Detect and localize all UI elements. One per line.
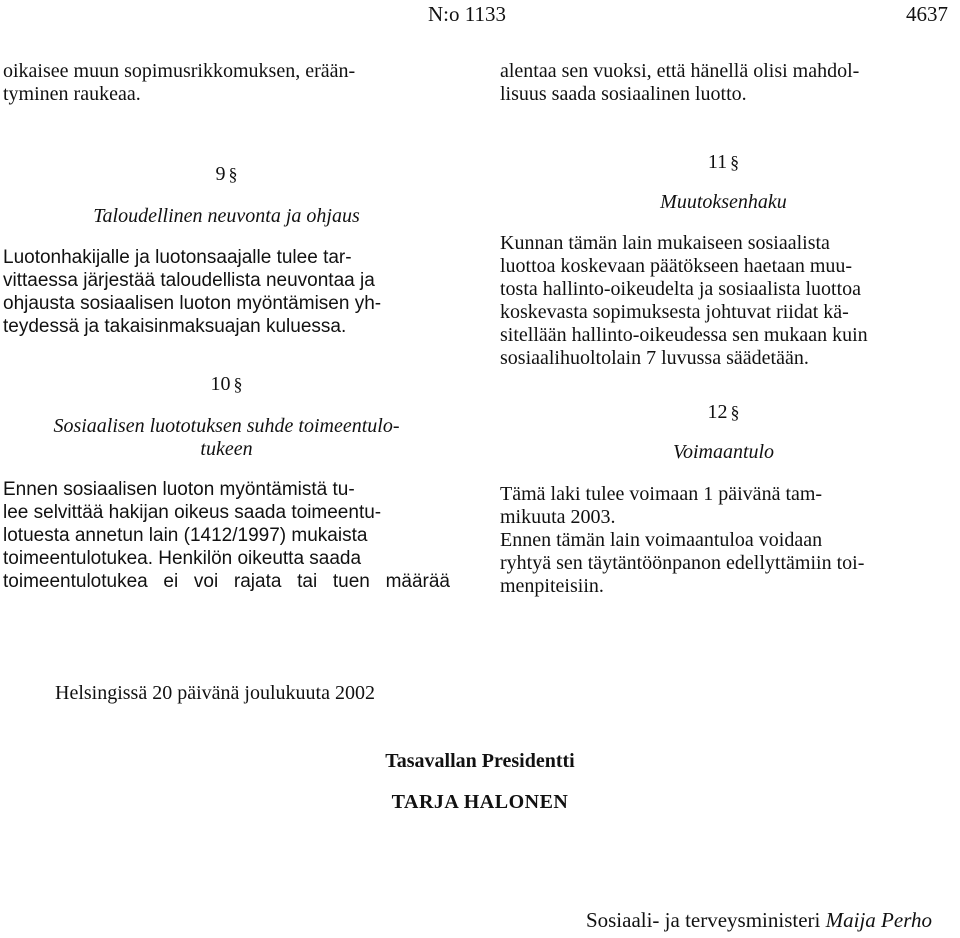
text-line: koskevasta sopimuksesta johtuvat riidat kä- xyxy=(500,301,849,323)
section-symbol: § xyxy=(233,374,243,394)
section-9-paragraph xyxy=(3,246,450,338)
text-line: luottoa koskevaan päätökseen haetaan muu- xyxy=(500,255,853,277)
section-number: 10 xyxy=(210,373,231,395)
text-line: lee selvittää hakijan oikeus saada toimeentu- xyxy=(3,502,382,523)
right-column xyxy=(500,60,947,598)
text-line: toimeentulotukea. Henkilön oikeutta saada xyxy=(3,548,362,569)
president-name: TARJA HALONEN xyxy=(391,791,569,813)
section-12-number xyxy=(500,401,947,424)
section-11-paragraph xyxy=(500,232,947,370)
section-11-heading: Muutoksenhaku xyxy=(660,191,787,213)
text-line: sitellään hallinto-oikeudessa sen mukaan kuin xyxy=(500,324,868,346)
section-10-heading xyxy=(3,415,450,461)
text-line: Luotonhakijalle ja luotonsaajalle tulee tar- xyxy=(3,247,352,268)
section-11-number xyxy=(500,151,947,174)
text-line: ryhtyä sen täytäntöönpanon edellyttämiin toi- xyxy=(500,552,865,574)
text-line: menpiteisiin. xyxy=(500,575,604,597)
text-line: mikuuta 2003. xyxy=(500,506,616,528)
signing-date: Helsingissä 20 päivänä joulukuuta 2002 xyxy=(55,682,375,704)
act-number: N:o 1133 xyxy=(428,2,506,26)
section-12-paragraph-2 xyxy=(500,529,947,598)
text-line: Tämä laki tulee voimaan 1 päivänä tam- xyxy=(500,483,823,505)
text-line: lisuus saada sosiaalinen luotto. xyxy=(500,83,747,105)
section-number: 12 xyxy=(707,401,728,423)
text-line: teydessä ja takaisinmaksuajan kuluessa. xyxy=(3,316,347,337)
text-line: alentaa sen vuoksi, että hänellä olisi mahdol- xyxy=(500,60,860,82)
section-number: 9 xyxy=(215,163,226,185)
left-column xyxy=(3,60,450,593)
section-12-heading: Voimaantulo xyxy=(672,441,775,463)
section-9-number xyxy=(3,163,450,186)
section-symbol: § xyxy=(228,164,238,184)
section-symbol: § xyxy=(730,402,740,422)
minister-name: Maija Perho xyxy=(825,908,932,932)
text-line: sosiaalihuoltolain 7 luvussa säädetään. xyxy=(500,347,809,369)
text-line: Ennen tämän lain voimaantuloa voidaan xyxy=(500,529,823,551)
text-line: tosta hallinto-oikeudelta ja sosiaalista luottoa xyxy=(500,278,862,300)
text-line: lotuesta annetun lain (1412/1997) mukaista xyxy=(3,525,368,546)
section-9-heading: Taloudellinen neuvonta ja ohjaus xyxy=(93,205,360,227)
minister-title: Sosiaali- ja terveysministeri xyxy=(585,908,821,932)
section-10-paragraph xyxy=(3,478,450,593)
text-line: Ennen sosiaalisen luoton myöntämistä tu- xyxy=(3,479,355,500)
page-number: 4637 xyxy=(906,2,948,26)
left-intro-paragraph xyxy=(3,60,450,106)
section-number: 11 xyxy=(707,151,728,173)
president-title: Tasavallan Presidentti xyxy=(385,750,575,772)
section-symbol: § xyxy=(730,152,740,172)
right-intro-paragraph xyxy=(500,60,947,106)
heading-line: Sosiaalisen luototuksen suhde toimeentulo- xyxy=(53,415,400,437)
text-line: vittaessa järjestää taloudellista neuvontaa ja xyxy=(3,270,375,291)
minister-signature xyxy=(586,908,932,932)
section-12-paragraph-1 xyxy=(500,483,947,529)
text-line: tyminen raukeaa. xyxy=(3,83,141,105)
text-line: Kunnan tämän lain mukaiseen sosiaalista xyxy=(500,232,830,254)
text-line: toimeentulotukea ei voi rajata tai tuen määrää xyxy=(3,571,450,592)
text-line: ohjausta sosiaalisen luoton myöntämisen yh- xyxy=(3,293,382,314)
text-line: oikaisee muun sopimusrikkomuksen, erään- xyxy=(3,60,356,82)
section-10-number xyxy=(3,373,450,396)
heading-line: tukeen xyxy=(200,438,253,460)
